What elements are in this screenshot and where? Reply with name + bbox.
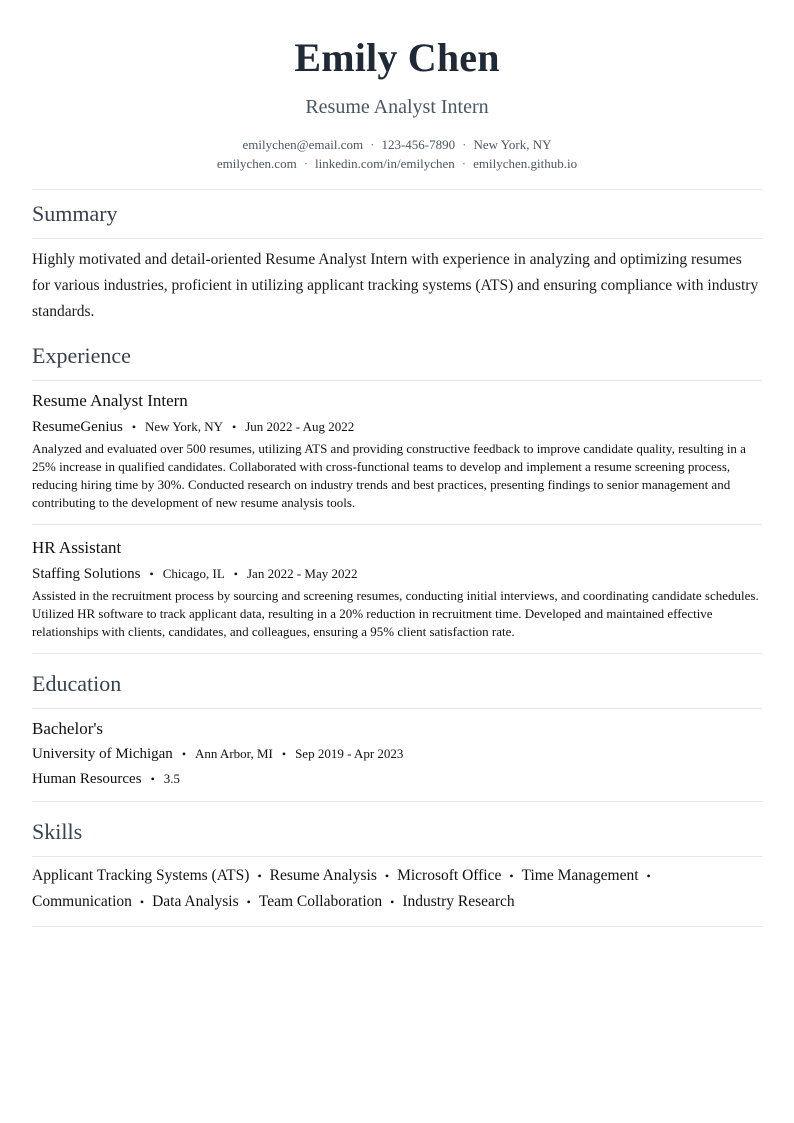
job-title: Resume Analyst Intern [32,391,188,410]
degree-name: Bachelor's [32,719,104,738]
education-dates: Sep 2019 - Apr 2023 [295,746,404,761]
skill-item: Data Analysis [152,893,239,910]
education-section [32,670,762,802]
skills-list [32,863,762,915]
divider [32,238,762,239]
location-text: New York, NY [473,137,552,152]
linkedin-link[interactable]: linkedin.com/in/emilychen [315,156,455,171]
separator: · [303,156,309,171]
bullet-separator: • [139,895,145,909]
bullet-separator: • [233,567,238,581]
divider [32,926,762,927]
section-title-skills: Skills [32,819,83,844]
gpa-value: 3.5 [163,771,181,786]
divider [32,380,762,381]
divider [32,524,762,525]
skill-item: Industry Research [402,893,515,910]
job-dates: Jan 2022 - May 2022 [247,566,358,581]
summary-text: Highly motivated and detail-oriented Resume Analyst Intern with experience in analyzing and optimizing resumes for various industries, proficient in utilizing applicant tracking systems (ATS) and ensuring compliance with industry standards. [32,251,759,320]
skill-item: Communication [32,893,132,910]
candidate-name: Emily Chen [294,35,500,80]
bullet-separator: • [150,772,155,786]
separator: · [461,156,467,171]
resume-page [32,0,762,927]
skill-item: Microsoft Office [397,867,502,884]
email-link[interactable]: emilychen@email.com [242,137,364,152]
website-link[interactable]: emilychen.com [216,156,297,171]
job-meta [32,417,762,437]
contact-line-2 [32,154,762,173]
company-name: Staffing Solutions [32,566,141,582]
bullet-separator: • [131,420,137,434]
separator: · [462,137,467,152]
bullet-separator: • [390,895,395,909]
section-title-education: Education [32,671,122,696]
resume-header [32,0,762,173]
school-name: University of Michigan [32,746,173,762]
skills-section [32,818,762,927]
contact-line-1 [32,135,762,154]
divider [32,653,762,654]
bullet-separator: • [246,895,251,909]
summary-section [32,200,762,325]
experience-entry [32,537,762,641]
candidate-role: Resume Analyst Intern [305,96,489,118]
bullet-separator: • [257,869,262,883]
bullet-separator: • [149,567,154,581]
section-title-experience: Experience [32,343,131,368]
job-description: Assisted in the recruitment process by sourcing and screening resumes, conducting initial interviews, and coordinating candidate schedules. Utilized HR software to track applicant data, resulting in a 20% reduction in recruitment time. Developed and maintained effective relationships with clients, candidates, and colleagues, ensuring a 95% client satisfaction rate. [32,588,759,639]
divider [32,856,762,857]
education-field-meta [32,769,762,789]
divider [32,708,762,709]
experience-entry [32,390,762,512]
divider [32,801,762,802]
separator: · [370,137,375,152]
section-title-summary: Summary [32,201,118,226]
field-of-study: Human Resources [32,771,142,787]
skill-item: Time Management [521,867,639,884]
phone-number: 123-456-7890 [381,137,456,152]
bullet-separator: • [509,869,514,883]
divider [32,189,762,190]
job-meta [32,564,762,584]
bullet-separator: • [281,747,287,761]
experience-section [32,342,762,654]
job-location: Chicago, IL [162,566,225,581]
skill-item: Applicant Tracking Systems (ATS) [32,867,250,884]
education-meta [32,744,762,764]
bullet-separator: • [384,869,390,883]
school-location: Ann Arbor, MI [195,746,273,761]
company-name: ResumeGenius [32,419,123,435]
skill-item: Team Collaboration [258,893,383,910]
skill-item: Resume Analysis [269,867,377,884]
bullet-separator: • [232,420,237,434]
job-description: Analyzed and evaluated over 500 resumes, utilizing ATS and providing constructive feedback to improve candidate quality, resulting in a 25% increase in qualified candidates. Collaborated with cross-functional teams to develop and implement a resume screening process, reducing hiring time by 30%. Conducted research on industry trends and best practices, presenting findings to senior management and contributing to the development of new resume analysis tools. [32,441,746,510]
job-title: HR Assistant [32,538,122,557]
github-link[interactable]: emilychen.github.io [473,156,578,171]
job-location: New York, NY [145,419,224,434]
job-dates: Jun 2022 - Aug 2022 [245,419,355,434]
bullet-separator: • [181,747,187,761]
bullet-separator: • [646,869,651,883]
